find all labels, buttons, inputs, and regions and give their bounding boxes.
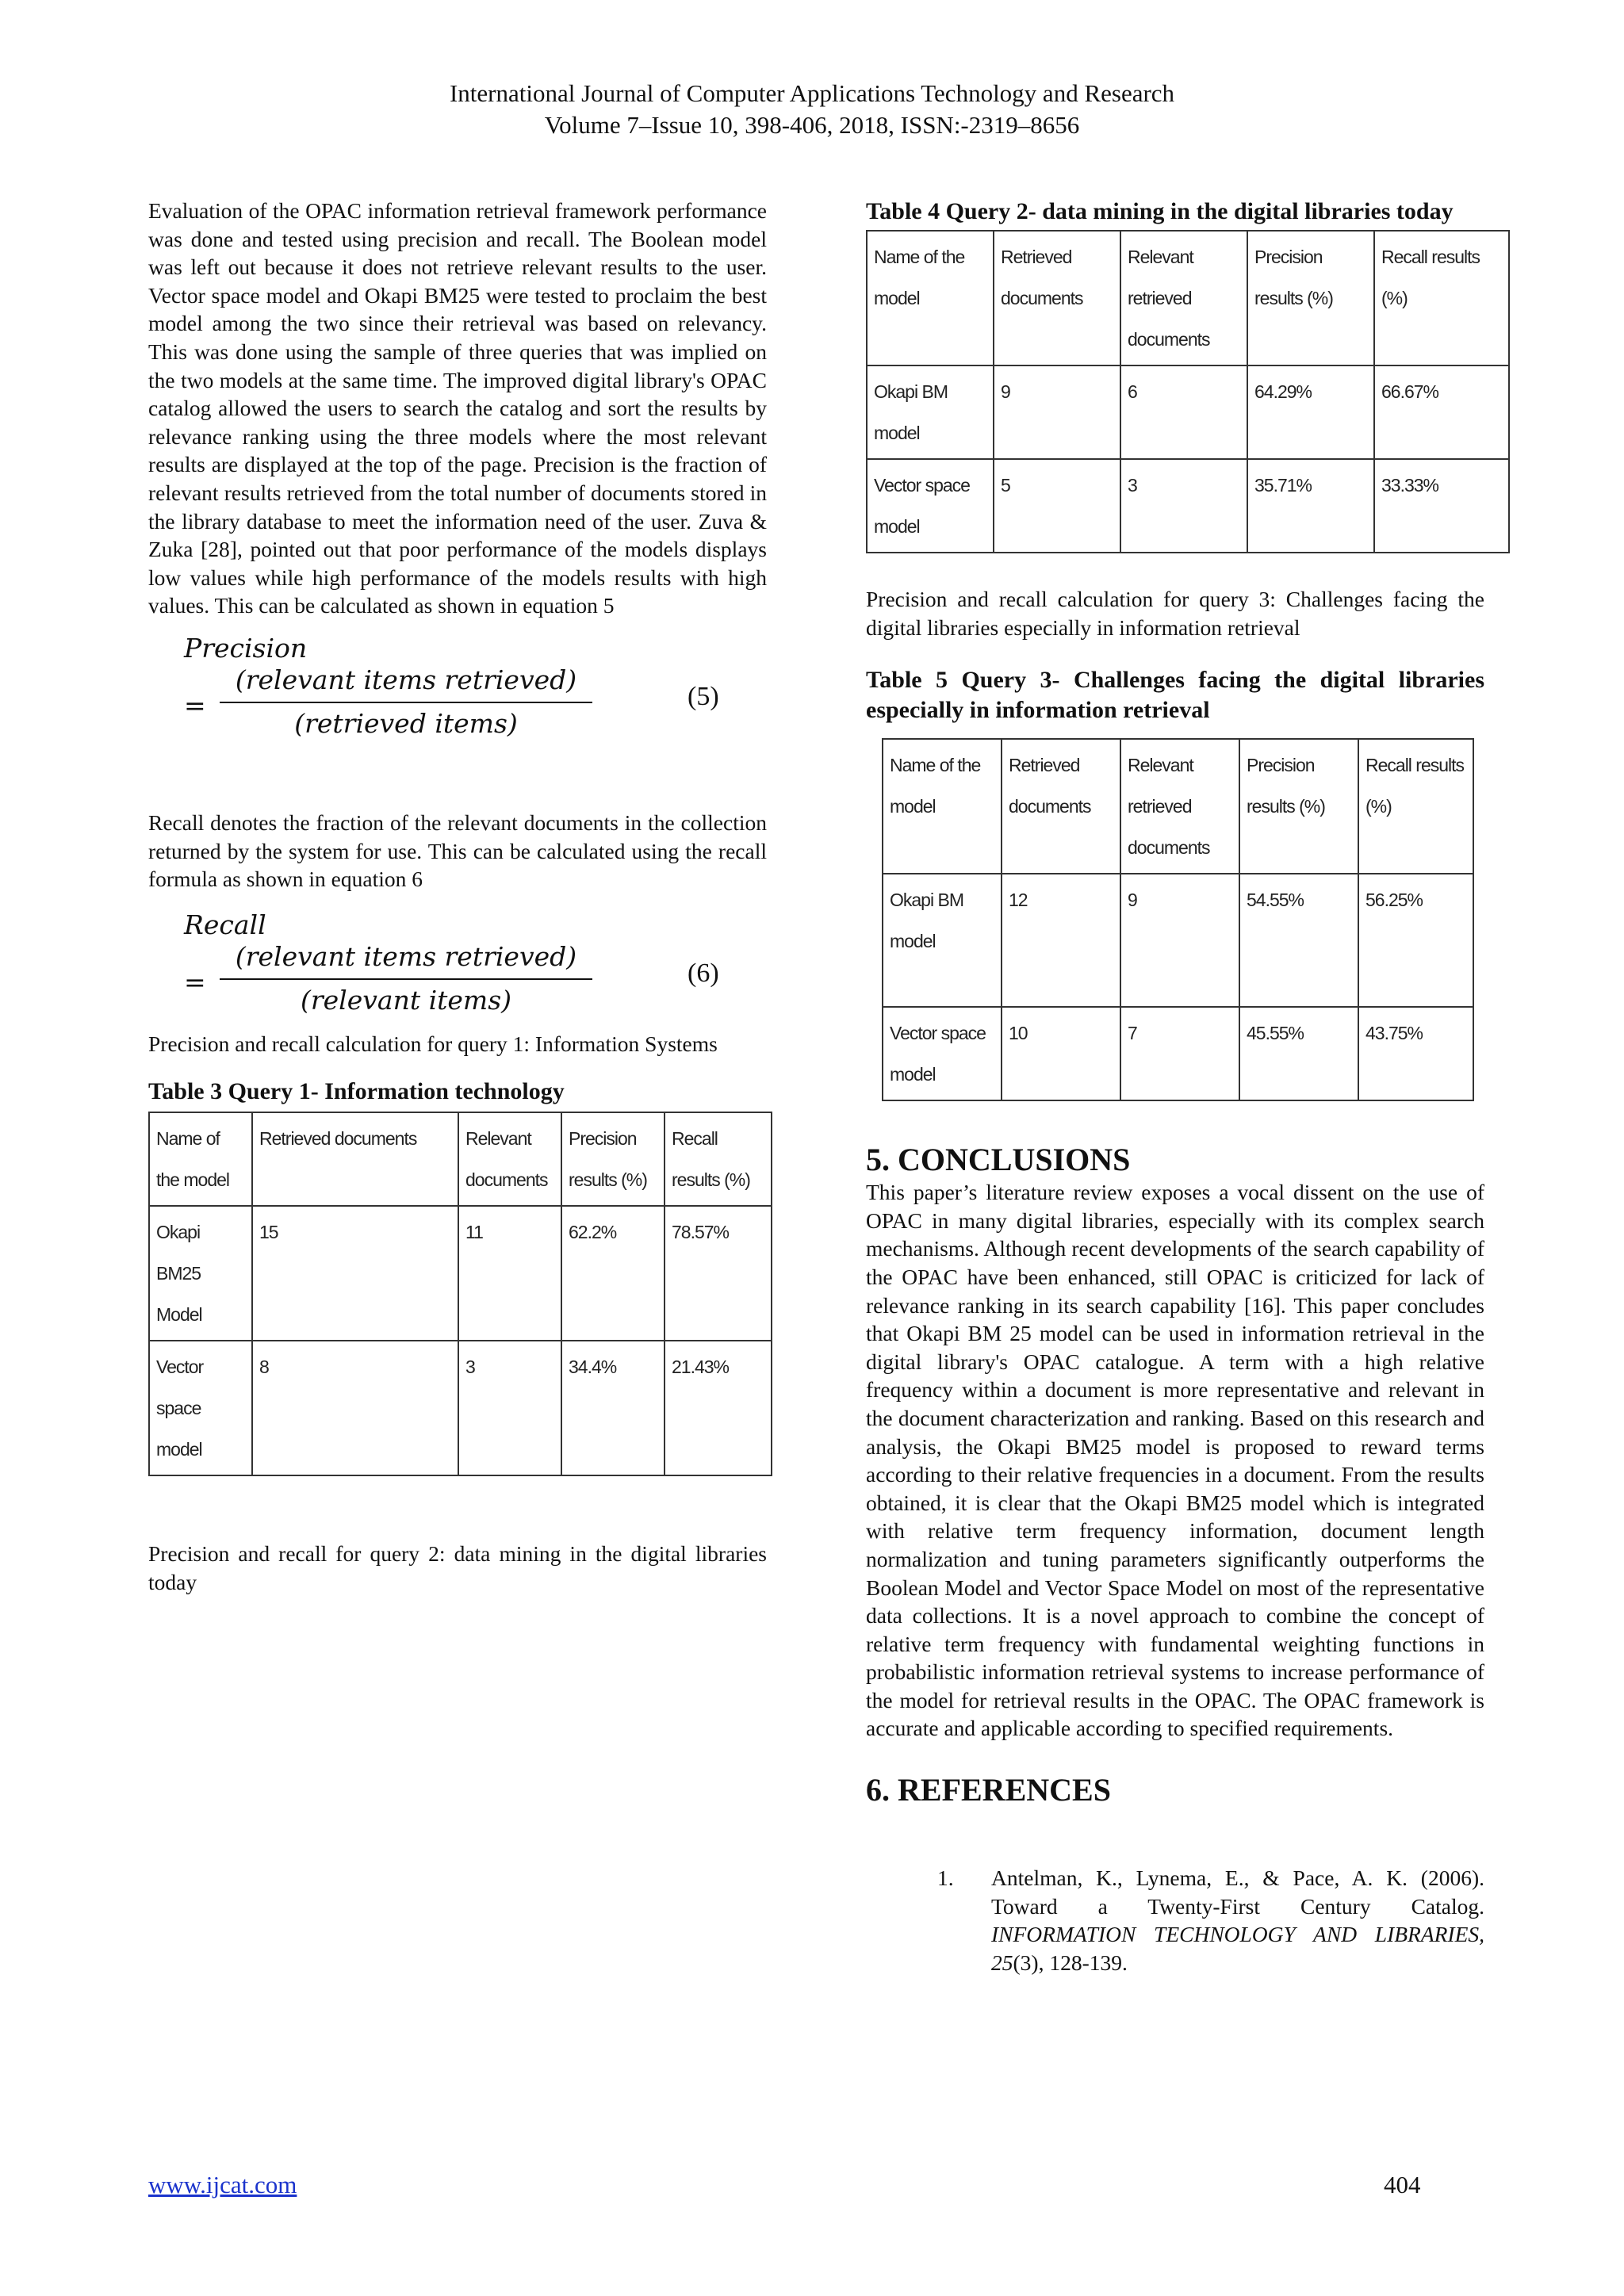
table-header-cell: Name of the model [867,231,994,365]
table-cell: Okapi BM25 Model [149,1206,252,1341]
reference-pages: (3), 128-139. [1013,1950,1128,1975]
table-cell: 21.43% [665,1341,772,1475]
table-row [867,365,1509,459]
table-cell: 8 [252,1341,458,1475]
journal-title: International Journal of Computer Applications Technology and Research [449,79,1175,107]
reference-number: 1. [937,1866,954,1891]
table-header-cell: Name of the model [883,739,1002,874]
table-row [883,874,1473,1007]
table-header-cell: Retrieved documents [994,231,1120,365]
table-header-cell: Relevant retrieved documents [1120,739,1239,874]
eq6-equals: = [184,966,206,997]
eq5-lhs: Precision [184,632,308,664]
table-cell: 5 [994,459,1120,553]
eq5-equals: = [184,689,206,721]
table-header-cell: Name of the model [149,1112,252,1206]
table-row [867,459,1509,553]
table-cell: 35.71% [1247,459,1374,553]
table-header-cell: Recall results (%) [665,1112,772,1206]
table-cell: 66.67% [1374,365,1509,459]
equation-6 [148,909,767,1028]
table-header-row [883,739,1473,874]
eq6-denominator: (relevant items) [300,984,512,1016]
table-cell: 10 [1002,1007,1120,1100]
table-cell: 54.55% [1239,874,1358,1007]
table3 [148,1112,772,1476]
left-column [148,197,767,1596]
table-cell: 43.75% [1358,1007,1473,1100]
table5 [882,738,1474,1101]
paragraph-evaluation: Evaluation of the OPAC information retrieval framework performance was done and tested using precision and recall. The Boolean model was left out because it does not retrieve relevant results to the user. Vector space model and Okapi BM25 were tested to proclaim the best model among the two since their retrieval was based on relevancy. This was done using the sample of three queries that was implied on the two models at the same time. The improved digital library's OPAC catalog allowed the users to search the catalog and sort the results by relevance ranking using the three models where the most relevant results are displayed at the top of the page. Precision is the fraction of relevant results retrieved from the total number of documents stored in the library database to meet the information need of the user. Zuva & Zuka [28], pointed out that poor performance of the models displays low values while high performance of the models results with high values. This can be calculated as shown in equation 5 [148,198,767,618]
footer-website-link[interactable]: www.ijcat.com [148,2171,297,2198]
volume-info: Volume 7–Issue 10, 398-406, 2018, ISSN:-2319–8656 [544,111,1080,139]
table-row [149,1206,772,1341]
table-cell: 64.29% [1247,365,1374,459]
table-cell: Okapi BM model [883,874,1002,1007]
table-cell: 33.33% [1374,459,1509,553]
table-cell: Vector space model [149,1341,252,1475]
table-header-cell: Relevant retrieved documents [1120,231,1247,365]
eq5-number: (5) [688,681,719,711]
paragraph-query2: Precision and recall for query 2: data mining in the digital libraries today [148,1541,767,1594]
table-cell: 45.55% [1239,1007,1358,1100]
table-header-cell: Precision results (%) [1239,739,1358,874]
table-cell: 56.25% [1358,874,1473,1007]
table-cell: 78.57% [665,1206,772,1341]
eq6-numerator: (relevant items retrieved) [235,940,577,972]
conclusions-heading: 5. CONCLUSIONS [866,1142,1131,1178]
eq5-denominator: (retrieved items) [294,707,518,739]
eq5-numerator: (relevant items retrieved) [235,664,577,695]
table-header-cell: Relevant documents [458,1112,561,1206]
table-header-row [867,231,1509,365]
table-header-cell: Recall results (%) [1358,739,1473,874]
table5-caption: Table 5 Query 3- Challenges facing the digital libraries especially in information retrieval [866,667,1484,724]
table-row [149,1341,772,1475]
table-cell: 3 [1120,459,1247,553]
table-cell: 6 [1120,365,1247,459]
table-cell: 12 [1002,874,1120,1007]
references-heading: 6. REFERENCES [866,1772,1111,1808]
eq5-fraction-bar [220,702,592,703]
page-header [0,78,1624,141]
reference-text [991,1864,1484,1976]
paragraph-query3: Precision and recall calculation for query 3: Challenges facing the digital libraries especially in information retrieval [866,587,1484,640]
table-cell: 11 [458,1206,561,1341]
table-cell: Vector space model [867,459,994,553]
table-cell: Vector space model [883,1007,1002,1100]
table-header-cell: Recall results (%) [1374,231,1509,365]
reference-journal: INFORMATION TECHNOLOGY AND LIBRARIES, 25 [991,1922,1484,1975]
table-cell: 34.4% [561,1341,665,1475]
table-header-cell: Retrieved documents [1002,739,1120,874]
table-cell: 9 [994,365,1120,459]
table4-caption: Table 4 Query 2- data mining in the digital libraries today [866,198,1454,224]
table4 [866,230,1510,553]
equation-5 [148,633,767,752]
reference-authors: Antelman, K., Lynema, E., & Pace, A. K. (2006). Toward a Twenty-First Century Catalog. [991,1866,1484,1919]
table-cell: 3 [458,1341,561,1475]
reference-item [866,1864,1484,1976]
page-number: 404 [1384,2171,1421,2198]
table-cell: 7 [1120,1007,1239,1100]
paragraph-recall: Recall denotes the fraction of the relevant documents in the collection returned by the system for use. This can be calculated using the recall formula as shown in equation 6 [148,809,767,892]
eq6-lhs: Recall [184,909,266,940]
table-cell: 62.2% [561,1206,665,1341]
table-header-cell: Retrieved documents [252,1112,458,1206]
table-header-cell: Precision results (%) [1247,231,1374,365]
table-cell: Okapi BM model [867,365,994,459]
table-cell: 15 [252,1206,458,1341]
table-header-cell: Precision results (%) [561,1112,665,1206]
conclusions-text: This paper’s literature review exposes a vocal dissent on the use of OPAC in many digital libraries, especially with its complex search mechanisms. Although recent developments of the search capability of the OPAC have been enhanced, still OPAC is criticized for lack of relevance ranking in its search capability [16]. This paper concludes that Okapi BM 25 model can be used in information retrieval in the digital library's OPAC catalogue. A term with a high relative frequency within a document is more representative and relevant in the document characterization and ranking. Based on this research and analysis, the Okapi BM25 model is proposed to reward terms according to their relative frequencies in a document. From the results obtained, it is clear that the Okapi BM25 model which is integrated with relative term frequency information, document length normalization and tuning parameters significantly outperforms the Boolean Model and Vector Space Model on most of the representative data collections. It is a novel approach to combine the concept of relative term frequency with fundamental weighting functions in probabilistic information retrieval systems to increase performance of the model for retrieval results in the OPAC. The OPAC framework is accurate and applicable according to specified requirements. [866,1180,1484,1741]
table-header-row [149,1112,772,1206]
table3-caption: Table 3 Query 1- Information technology [148,1078,565,1105]
paragraph-query1: Precision and recall calculation for query 1: Information Systems [148,1031,718,1056]
table-cell: 9 [1120,874,1239,1007]
eq6-fraction-bar [220,978,592,980]
right-column [866,197,1484,1976]
eq6-number: (6) [688,958,719,988]
table-row [883,1007,1473,1100]
